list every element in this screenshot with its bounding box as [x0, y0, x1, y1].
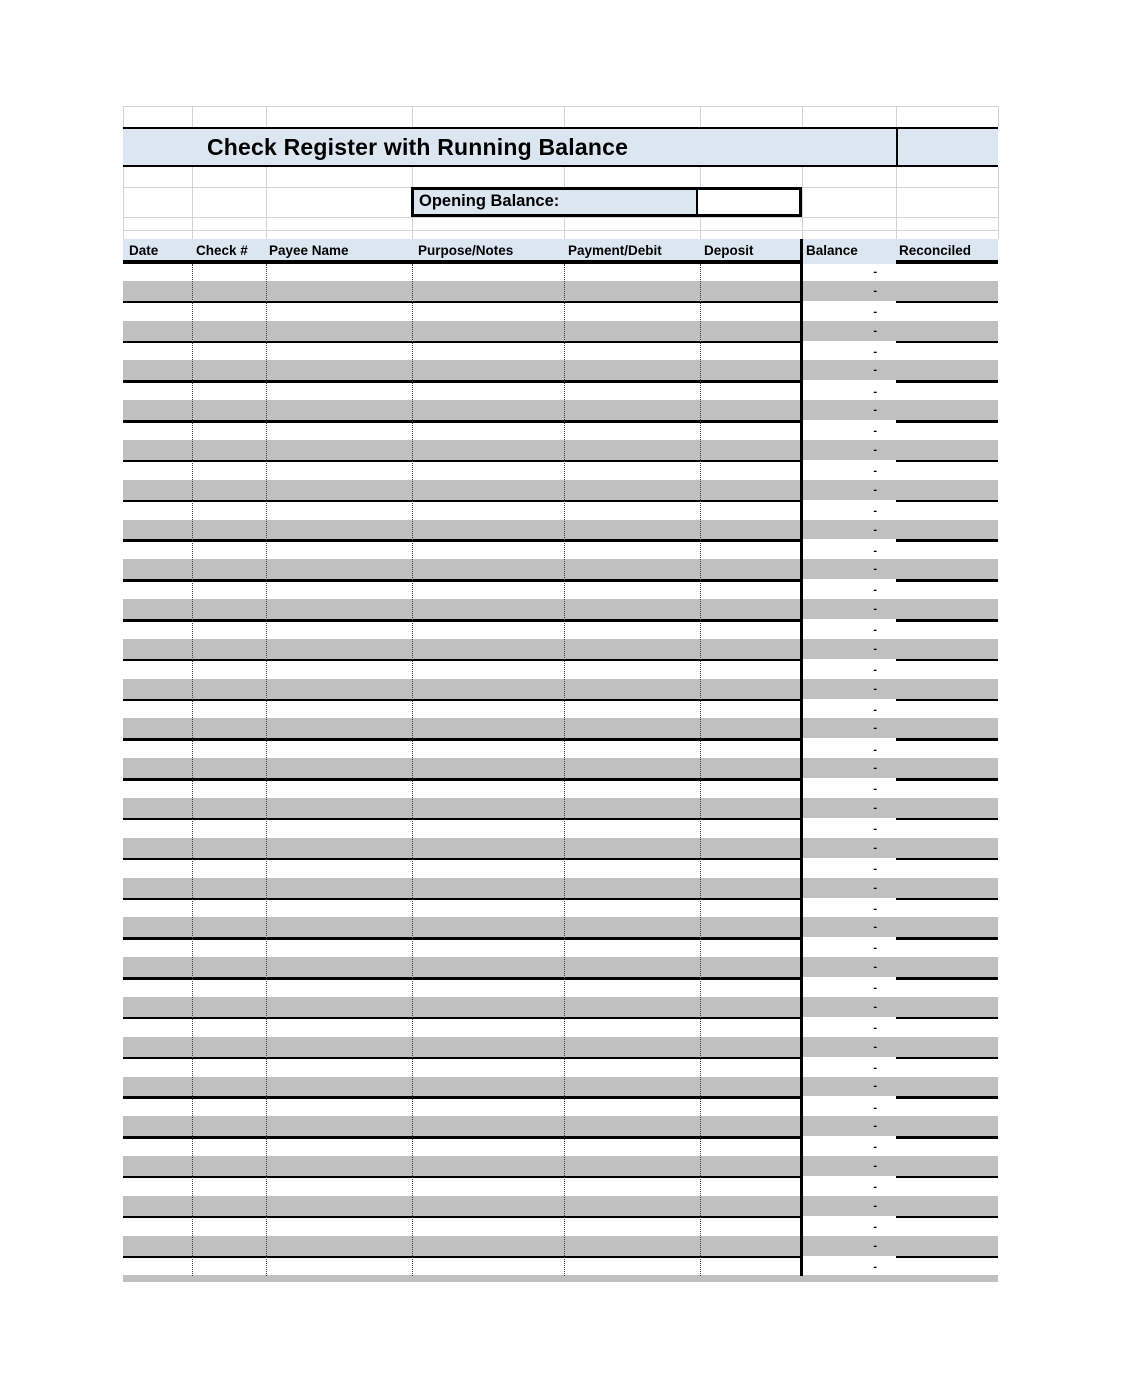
register-row[interactable] — [123, 781, 998, 798]
balance-zero-value: - — [873, 942, 877, 955]
register-row[interactable] — [123, 1236, 998, 1256]
empty-grid-row-top — [123, 106, 998, 127]
balance-zero-value: - — [873, 961, 877, 974]
register-row[interactable] — [123, 520, 998, 540]
gridline-vertical — [192, 106, 193, 127]
balance-zero-value: - — [873, 823, 877, 836]
register-row[interactable] — [123, 1178, 998, 1195]
partial-gray-row — [123, 1275, 998, 1282]
register-row[interactable] — [123, 1099, 998, 1116]
register-row[interactable] — [123, 900, 998, 917]
balance-zero-value: - — [873, 443, 877, 456]
register-row[interactable] — [123, 360, 998, 380]
title-cell — [123, 129, 896, 165]
register-row[interactable] — [123, 661, 998, 678]
register-row[interactable] — [123, 542, 998, 559]
column-header-payee-name[interactable]: Payee Name — [269, 242, 349, 258]
opening-balance-input[interactable] — [698, 190, 800, 214]
column-header-reconciled[interactable]: Reconciled — [899, 242, 972, 258]
balance-zero-value: - — [873, 1181, 877, 1194]
gridline-vertical — [998, 167, 999, 239]
gridline-vertical — [802, 167, 803, 239]
balance-zero-value: - — [873, 743, 877, 756]
balance-zero-value: - — [873, 1080, 877, 1093]
title-banner-side-cell — [896, 129, 998, 165]
register-row[interactable] — [123, 860, 998, 877]
balance-zero-value: - — [873, 523, 877, 536]
register-row[interactable] — [123, 940, 998, 957]
column-header-date[interactable]: Date — [129, 242, 159, 258]
register-row[interactable] — [123, 400, 998, 420]
register-row[interactable] — [123, 1196, 998, 1216]
register-row[interactable] — [123, 281, 998, 301]
balance-zero-value: - — [873, 284, 877, 297]
balance-zero-value: - — [873, 364, 877, 377]
gridline-vertical — [896, 106, 897, 127]
register-row[interactable] — [123, 878, 998, 898]
register-row[interactable] — [123, 980, 998, 997]
register-row[interactable] — [123, 741, 998, 758]
balance-zero-value: - — [873, 584, 877, 597]
register-row[interactable] — [123, 559, 998, 579]
balance-zero-value: - — [873, 682, 877, 695]
balance-zero-value: - — [873, 603, 877, 616]
register-row[interactable] — [123, 462, 998, 479]
register-row[interactable] — [123, 343, 998, 360]
register-row[interactable] — [123, 917, 998, 937]
register-row[interactable] — [123, 480, 998, 500]
gridline-vertical — [266, 167, 267, 239]
register-row[interactable] — [123, 1258, 998, 1275]
register-row[interactable] — [123, 502, 998, 519]
column-header-purpose-notes[interactable]: Purpose/Notes — [418, 242, 514, 258]
gridline-vertical — [896, 167, 897, 239]
gridline-horizontal — [123, 230, 998, 231]
balance-zero-value: - — [873, 982, 877, 995]
gridline-vertical — [564, 106, 565, 127]
register-row[interactable] — [123, 423, 998, 440]
balance-zero-value: - — [873, 801, 877, 814]
balance-zero-value: - — [873, 624, 877, 637]
gridline-vertical — [192, 167, 193, 239]
column-separator-purpose-payment — [564, 264, 565, 1277]
register-row[interactable] — [123, 701, 998, 718]
balance-zero-value: - — [873, 465, 877, 478]
balance-zero-value: - — [873, 722, 877, 735]
register-row[interactable] — [123, 1218, 998, 1235]
balance-zero-value: - — [873, 1239, 877, 1252]
balance-zero-value: - — [873, 1022, 877, 1035]
register-row[interactable] — [123, 1037, 998, 1057]
balance-zero-value: - — [873, 902, 877, 915]
register-row[interactable] — [123, 679, 998, 699]
register-row[interactable] — [123, 622, 998, 639]
register-row[interactable] — [123, 321, 998, 341]
register-row[interactable] — [123, 718, 998, 738]
balance-zero-value: - — [873, 921, 877, 934]
register-body — [123, 264, 998, 1283]
balance-zero-value: - — [873, 483, 877, 496]
register-row[interactable] — [123, 1077, 998, 1097]
register-row[interactable] — [123, 838, 998, 858]
gridline-vertical — [123, 106, 124, 127]
register-row[interactable] — [123, 1116, 998, 1136]
column-header-balance[interactable]: Balance — [806, 242, 858, 258]
title-banner — [123, 127, 998, 167]
register-row[interactable] — [123, 1019, 998, 1036]
gridline-horizontal — [123, 217, 998, 218]
balance-zero-value: - — [873, 1141, 877, 1154]
gridline-vertical — [412, 106, 413, 127]
balance-zero-value: - — [873, 305, 877, 318]
table-header-row — [123, 239, 998, 264]
register-row[interactable] — [123, 639, 998, 659]
balance-zero-value: - — [873, 1000, 877, 1013]
gridline-vertical — [123, 167, 124, 239]
column-header-payment-debit[interactable]: Payment/Debit — [568, 242, 662, 258]
balance-zero-value: - — [873, 881, 877, 894]
opening-balance-label: Opening Balance: — [414, 190, 698, 214]
gridline-vertical — [266, 106, 267, 127]
balance-zero-value: - — [873, 385, 877, 398]
register-row[interactable] — [123, 1156, 998, 1176]
column-separator-date-check — [192, 264, 193, 1277]
balance-zero-value: - — [873, 783, 877, 796]
page-title: Check Register with Running Balance — [207, 133, 629, 160]
register-row[interactable] — [123, 440, 998, 460]
balance-zero-value: - — [873, 1040, 877, 1053]
register-row[interactable] — [123, 1139, 998, 1156]
balance-zero-value: - — [873, 841, 877, 854]
balance-zero-value: - — [873, 1120, 877, 1133]
register-row[interactable] — [123, 957, 998, 977]
balance-zero-value: - — [873, 563, 877, 576]
opening-balance-box — [411, 187, 802, 217]
balance-zero-value: - — [873, 664, 877, 676]
register-row[interactable] — [123, 758, 998, 778]
column-separator-payee-purpose — [412, 264, 413, 1277]
register-row[interactable] — [123, 1059, 998, 1076]
balance-zero-value: - — [873, 425, 877, 438]
column-header-check-number[interactable]: Check # — [196, 242, 248, 258]
register-row[interactable] — [123, 383, 998, 400]
balance-zero-value: - — [873, 504, 877, 517]
balance-zero-value: - — [873, 266, 877, 279]
balance-zero-value: - — [873, 324, 877, 337]
balance-zero-value: - — [873, 1160, 877, 1173]
balance-zero-value: - — [873, 404, 877, 417]
register-row[interactable] — [123, 820, 998, 837]
balance-column-left-border — [800, 239, 803, 1277]
balance-zero-value: - — [873, 345, 877, 358]
balance-zero-value: - — [873, 642, 877, 655]
balance-zero-value: - — [873, 862, 877, 875]
register-row[interactable] — [123, 303, 998, 320]
balance-zero-value: - — [873, 544, 877, 557]
column-header-deposit[interactable]: Deposit — [704, 242, 754, 258]
balance-zero-value: - — [873, 1260, 877, 1273]
balance-zero-value: - — [873, 1220, 877, 1233]
register-row[interactable] — [123, 997, 998, 1017]
register-row[interactable] — [123, 798, 998, 818]
column-separator-check-payee — [266, 264, 267, 1277]
column-separator-payment-deposit — [700, 264, 701, 1277]
register-row[interactable] — [123, 264, 998, 281]
balance-zero-value: - — [873, 1061, 877, 1074]
balance-zero-value: - — [873, 703, 877, 716]
balance-zero-value: - — [873, 762, 877, 775]
balance-zero-value: - — [873, 1199, 877, 1212]
register-row[interactable] — [123, 582, 998, 599]
balance-zero-value: - — [873, 1101, 877, 1114]
gridline-vertical — [700, 106, 701, 127]
gridline-vertical — [998, 106, 999, 127]
gridline-horizontal — [123, 106, 998, 107]
gridline-vertical — [802, 106, 803, 127]
register-row[interactable] — [123, 599, 998, 619]
